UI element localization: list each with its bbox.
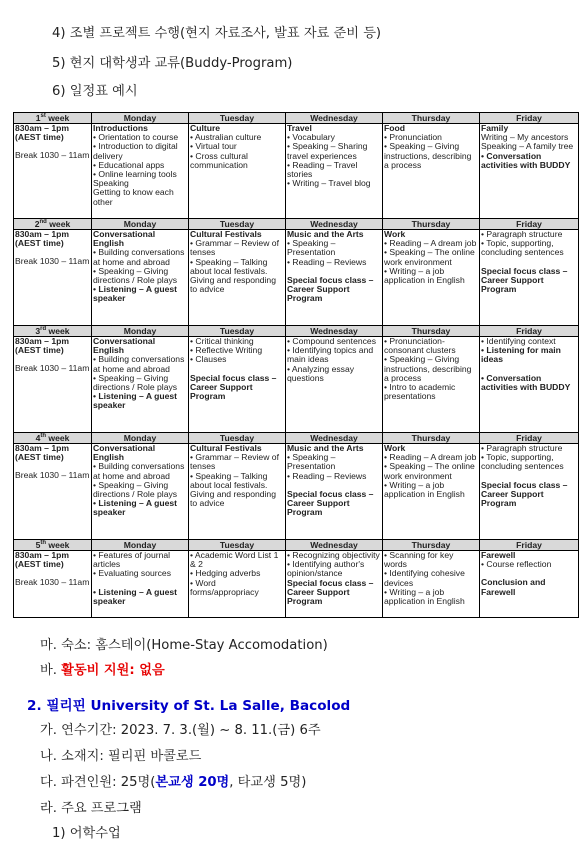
time-cell (14, 551, 92, 618)
support-item (40, 659, 165, 678)
cell-line: • Paragraph structure (481, 443, 563, 453)
day-header: Wednesday (286, 326, 383, 337)
schedule-cell (92, 230, 189, 326)
schedule-cell (383, 444, 480, 540)
cell-line: • Critical thinking (190, 336, 254, 346)
schedule-cell (189, 551, 286, 618)
day-header: Wednesday (286, 433, 383, 444)
cell-line: • Course reflection (481, 559, 552, 570)
time-cell (14, 337, 92, 433)
week-body-row (14, 551, 579, 618)
time-text: 830am – 1pm (15, 229, 69, 239)
schedule-table (13, 112, 579, 618)
day-header: Wednesday (286, 113, 383, 124)
cell-line: • Speaking – Talking about local festivals. Giving and responding to advice (190, 256, 276, 295)
time-cell (14, 230, 92, 326)
schedule-cell (480, 551, 579, 618)
week-word: week (46, 433, 70, 443)
cell-line: Conversational English (93, 229, 156, 249)
week-body-row (14, 337, 579, 433)
day-header: Monday (92, 540, 189, 551)
schedule-cell (383, 124, 480, 219)
cell-line: Special focus class – Career Support Program (287, 488, 374, 518)
week-number: 4 (35, 433, 41, 443)
cell-line: • Identifying cohesive devices (384, 568, 465, 588)
break-text: Break 1030 – 11am (15, 577, 90, 588)
support-text: 활동비 지원: 없음 (61, 663, 165, 678)
cell-line: • Writing – a job application in English (384, 265, 465, 286)
dispatch-bold: 본교생 20명 (155, 775, 230, 790)
period-item: 가. 연수기간: 2023. 7. 3.(월) ~ 8. 11.(금) 6주 (40, 723, 321, 738)
week-body-row (14, 124, 579, 219)
list-item-4: 4) 조별 프로젝트 수행(현지 자료조사, 발표 자료 준비 등) (52, 26, 382, 41)
cell-line: • Listening – A guest speaker (93, 391, 178, 411)
cell-line: • Pronunciation- consonant clusters (384, 336, 456, 356)
cell-line: Special focus class – Career Support Program (481, 479, 568, 509)
week-word: week (46, 219, 71, 229)
week-word: week (45, 113, 70, 123)
week-label (14, 326, 92, 337)
cell-line: • Reading – A dream job (384, 238, 477, 249)
schedule-cell (189, 124, 286, 219)
cell-line: Special focus class – Career Support Program (190, 372, 277, 402)
schedule-cell (383, 551, 480, 618)
day-header: Thursday (383, 433, 480, 444)
cell-line: • Listening – A guest speaker (93, 498, 178, 518)
day-header: Monday (92, 433, 189, 444)
schedule-cell (92, 337, 189, 433)
cell-line: • Writing – a job application in English (384, 586, 465, 607)
break-text: Break 1030 – 11am (15, 256, 90, 267)
week-word: week (46, 326, 70, 336)
cell-line: • Reading – Travel stories (287, 159, 358, 180)
cell-line: • Topic, supporting, concluding sentences (481, 238, 564, 258)
cell-line: • Conversation activities with BUDDY (481, 150, 571, 170)
week-header-row (14, 219, 579, 230)
cell-line: • Speaking – Giving directions / Role plays (93, 265, 178, 286)
schedule-cell (286, 444, 383, 540)
day-header: Monday (92, 113, 189, 124)
cell-line: • Writing – Travel blog (287, 178, 371, 189)
program-item-1: 1) 어학수업 (52, 826, 121, 841)
cell-line: • Speaking – Giving directions / Role plays (93, 372, 178, 393)
week-suffix: st (40, 113, 46, 120)
cell-line: • Building conversations at home and abroad (93, 461, 185, 481)
dispatch-suffix: , 타교생 5명) (229, 775, 307, 790)
week-body-row (14, 230, 579, 326)
time-cell (14, 124, 92, 219)
schedule-cell (480, 230, 579, 326)
cell-line: Farewell (481, 550, 516, 560)
day-header: Friday (480, 113, 579, 124)
cell-line: • Clauses (190, 354, 227, 365)
location-item: 나. 소재지: 필리핀 바콜로드 (40, 749, 202, 764)
day-header: Friday (480, 540, 579, 551)
schedule-cell (383, 230, 480, 326)
cell-line: • Identifying topics and main ideas (287, 345, 374, 365)
cell-line: • Listening – A guest speaker (93, 284, 178, 304)
cell-line: • Listening – A guest speaker (93, 586, 178, 606)
week-suffix: nd (39, 219, 47, 226)
cell-line: Family (481, 123, 509, 133)
day-header: Friday (480, 219, 579, 230)
day-header: Friday (480, 326, 579, 337)
schedule-cell (286, 230, 383, 326)
cell-line: • Reading – Reviews (287, 470, 367, 481)
time-text: 830am – 1pm (15, 123, 69, 133)
week-label (14, 540, 92, 551)
cell-line: • Writing – a job application in English (384, 479, 465, 500)
cell-line: Getting to know each other (93, 187, 174, 207)
cell-line: • Online learning tools Speaking (93, 169, 177, 189)
day-header: Tuesday (189, 540, 286, 551)
schedule-cell (480, 444, 579, 540)
cell-line: • Speaking – Giving instructions, describing a process (384, 354, 472, 383)
aest-text: (AEST time) (15, 132, 64, 143)
time-text: 830am – 1pm (15, 550, 69, 560)
schedule-cell (286, 337, 383, 433)
cell-line: • Speaking – Talking about local festivals. Giving and responding to advice (190, 470, 276, 509)
week-suffix: th (40, 540, 47, 547)
cell-line: Cultural Festivals (190, 443, 262, 453)
day-header: Wednesday (286, 219, 383, 230)
cell-line: • Paragraph structure (481, 229, 563, 239)
day-header: Monday (92, 326, 189, 337)
break-text: Break 1030 – 11am (15, 470, 90, 481)
schedule-cell (480, 124, 579, 219)
cell-line: • Orientation to course (93, 132, 179, 143)
housing-item: 마. 숙소: 홈스테이(Home-Stay Accomodation) (40, 638, 328, 653)
day-header: Tuesday (189, 326, 286, 337)
time-cell (14, 444, 92, 540)
cell-line: • Speaking – The online work environment (384, 461, 475, 481)
cell-line: • Identifying author's opinion/stance (287, 559, 365, 579)
cell-line: • Identifying context (481, 336, 556, 346)
cell-line: • Scanning for key words (384, 550, 454, 570)
week-number: 1 (35, 113, 41, 123)
cell-line: • Reading – A dream job (384, 452, 477, 463)
week-label (14, 433, 92, 444)
cell-line: • Building conversations at home and abroad (93, 247, 185, 267)
cell-line: • Word forms/appropriacy (190, 577, 259, 597)
cell-line: • Speaking – Presentation (287, 452, 336, 472)
cell-line: • Grammar – Review of tenses (190, 452, 279, 472)
schedule-cell (189, 444, 286, 540)
cell-line: Food (384, 123, 405, 133)
cell-line: • Pronunciation (384, 132, 442, 143)
week-suffix: th (40, 433, 47, 440)
cell-line: • Hedging adverbs (190, 568, 261, 579)
cell-line: • Vocabulary (287, 132, 335, 143)
cell-line: Work (384, 229, 406, 239)
cell-line: Cultural Festivals (190, 229, 262, 239)
cell-line: • Academic Word List 1 & 2 (190, 550, 279, 570)
day-header: Tuesday (189, 113, 286, 124)
aest-text: (AEST time) (15, 452, 64, 463)
day-header: Tuesday (189, 433, 286, 444)
cell-line: • Compound sentences (287, 336, 377, 346)
schedule-cell (189, 337, 286, 433)
list-item-5: 5) 현지 대학생과 교류(Buddy-Program) (52, 56, 293, 71)
cell-line: Culture (190, 123, 221, 133)
cell-line: Music and the Arts (287, 229, 364, 239)
week-suffix: rd (40, 326, 47, 333)
schedule-cell (189, 230, 286, 326)
list-item-6: 6) 일정표 예시 (52, 84, 138, 99)
schedule-cell (480, 337, 579, 433)
schedule-cell (286, 124, 383, 219)
week-label (14, 219, 92, 230)
cell-line: • Speaking – Giving directions / Role plays (93, 479, 178, 500)
cell-line: Writing – My ancestors Speaking – A family tree (481, 132, 574, 152)
week-label (14, 113, 92, 124)
cell-line: • Speaking – Giving instructions, describing a process (384, 141, 472, 170)
schedule-cell (286, 551, 383, 618)
day-header: Tuesday (189, 219, 286, 230)
schedule-cell (92, 551, 189, 618)
cell-line: • Evaluating sources (93, 568, 172, 579)
aest-text: (AEST time) (15, 345, 64, 356)
week-header-row (14, 113, 579, 124)
cell-line: • Recognizing objectivity (287, 550, 380, 560)
day-header: Friday (480, 433, 579, 444)
time-text: 830am – 1pm (15, 443, 69, 453)
program-item: 라. 주요 프로그램 (40, 801, 142, 816)
cell-line: • Reflective Writing (190, 345, 263, 356)
cell-line: Conversational English (93, 443, 156, 463)
cell-line: Music and the Arts (287, 443, 364, 453)
cell-line: • Analyzing essay questions (287, 363, 355, 383)
cell-line: Special focus class – Career Support Program (287, 274, 374, 304)
cell-line: • Grammar – Review of tenses (190, 238, 279, 258)
break-text: Break 1030 – 11am (15, 150, 90, 161)
cell-line: • Introduction to digital delivery (93, 141, 178, 161)
schedule-cell (92, 124, 189, 219)
week-number: 3 (35, 326, 41, 336)
week-body-row (14, 444, 579, 540)
cell-line: • Conversation activities with BUDDY (481, 372, 571, 392)
cell-line: • Cross cultural communication (190, 150, 248, 170)
cell-line: • Building conversations at home and abroad (93, 354, 185, 374)
aest-text: (AEST time) (15, 559, 64, 570)
time-text: 830am – 1pm (15, 336, 69, 346)
cell-line: Introductions (93, 123, 148, 133)
cell-line: Special focus class – Career Support Program (481, 265, 568, 295)
support-prefix: 바. (40, 663, 62, 678)
schedule-cell (383, 337, 480, 433)
dispatch-item (40, 771, 306, 790)
week-header-row (14, 433, 579, 444)
day-header: Thursday (383, 540, 480, 551)
day-header: Monday (92, 219, 189, 230)
cell-line: Conclusion and Farewell (481, 577, 546, 597)
week-number: 2 (34, 219, 40, 229)
dispatch-prefix: 다. 파견인원: 25명( (40, 775, 156, 790)
cell-line: Conversational English (93, 336, 156, 356)
cell-line: Special focus class – Career Support Program (287, 577, 374, 607)
cell-line: Work (384, 443, 406, 453)
week-number: 5 (35, 540, 41, 550)
cell-line: • Speaking – The online work environment (384, 247, 475, 267)
day-header: Thursday (383, 326, 480, 337)
cell-line: • Speaking – Presentation (287, 238, 336, 258)
section-2-title: 2. 필리핀 University of St. La Salle, Bacolod (27, 698, 351, 714)
week-header-row (14, 540, 579, 551)
cell-line: • Educational apps (93, 159, 165, 170)
cell-line: • Topic, supporting, concluding sentences (481, 452, 564, 472)
cell-line: • Listening for main ideas (481, 345, 561, 365)
week-header-row (14, 326, 579, 337)
cell-line: • Reading – Reviews (287, 256, 367, 267)
break-text: Break 1030 – 11am (15, 363, 90, 374)
day-header: Thursday (383, 219, 480, 230)
cell-line: • Australian culture (190, 132, 262, 143)
day-header: Thursday (383, 113, 480, 124)
cell-line: Travel (287, 123, 312, 133)
week-word: week (46, 540, 70, 550)
cell-line: • Intro to academic presentations (384, 382, 456, 402)
aest-text: (AEST time) (15, 238, 64, 249)
cell-line: • Speaking – Sharing travel experiences (287, 141, 368, 161)
schedule-cell (92, 444, 189, 540)
cell-line: • Features of journal articles (93, 550, 171, 570)
day-header: Wednesday (286, 540, 383, 551)
cell-line: • Virtual tour (190, 141, 237, 152)
